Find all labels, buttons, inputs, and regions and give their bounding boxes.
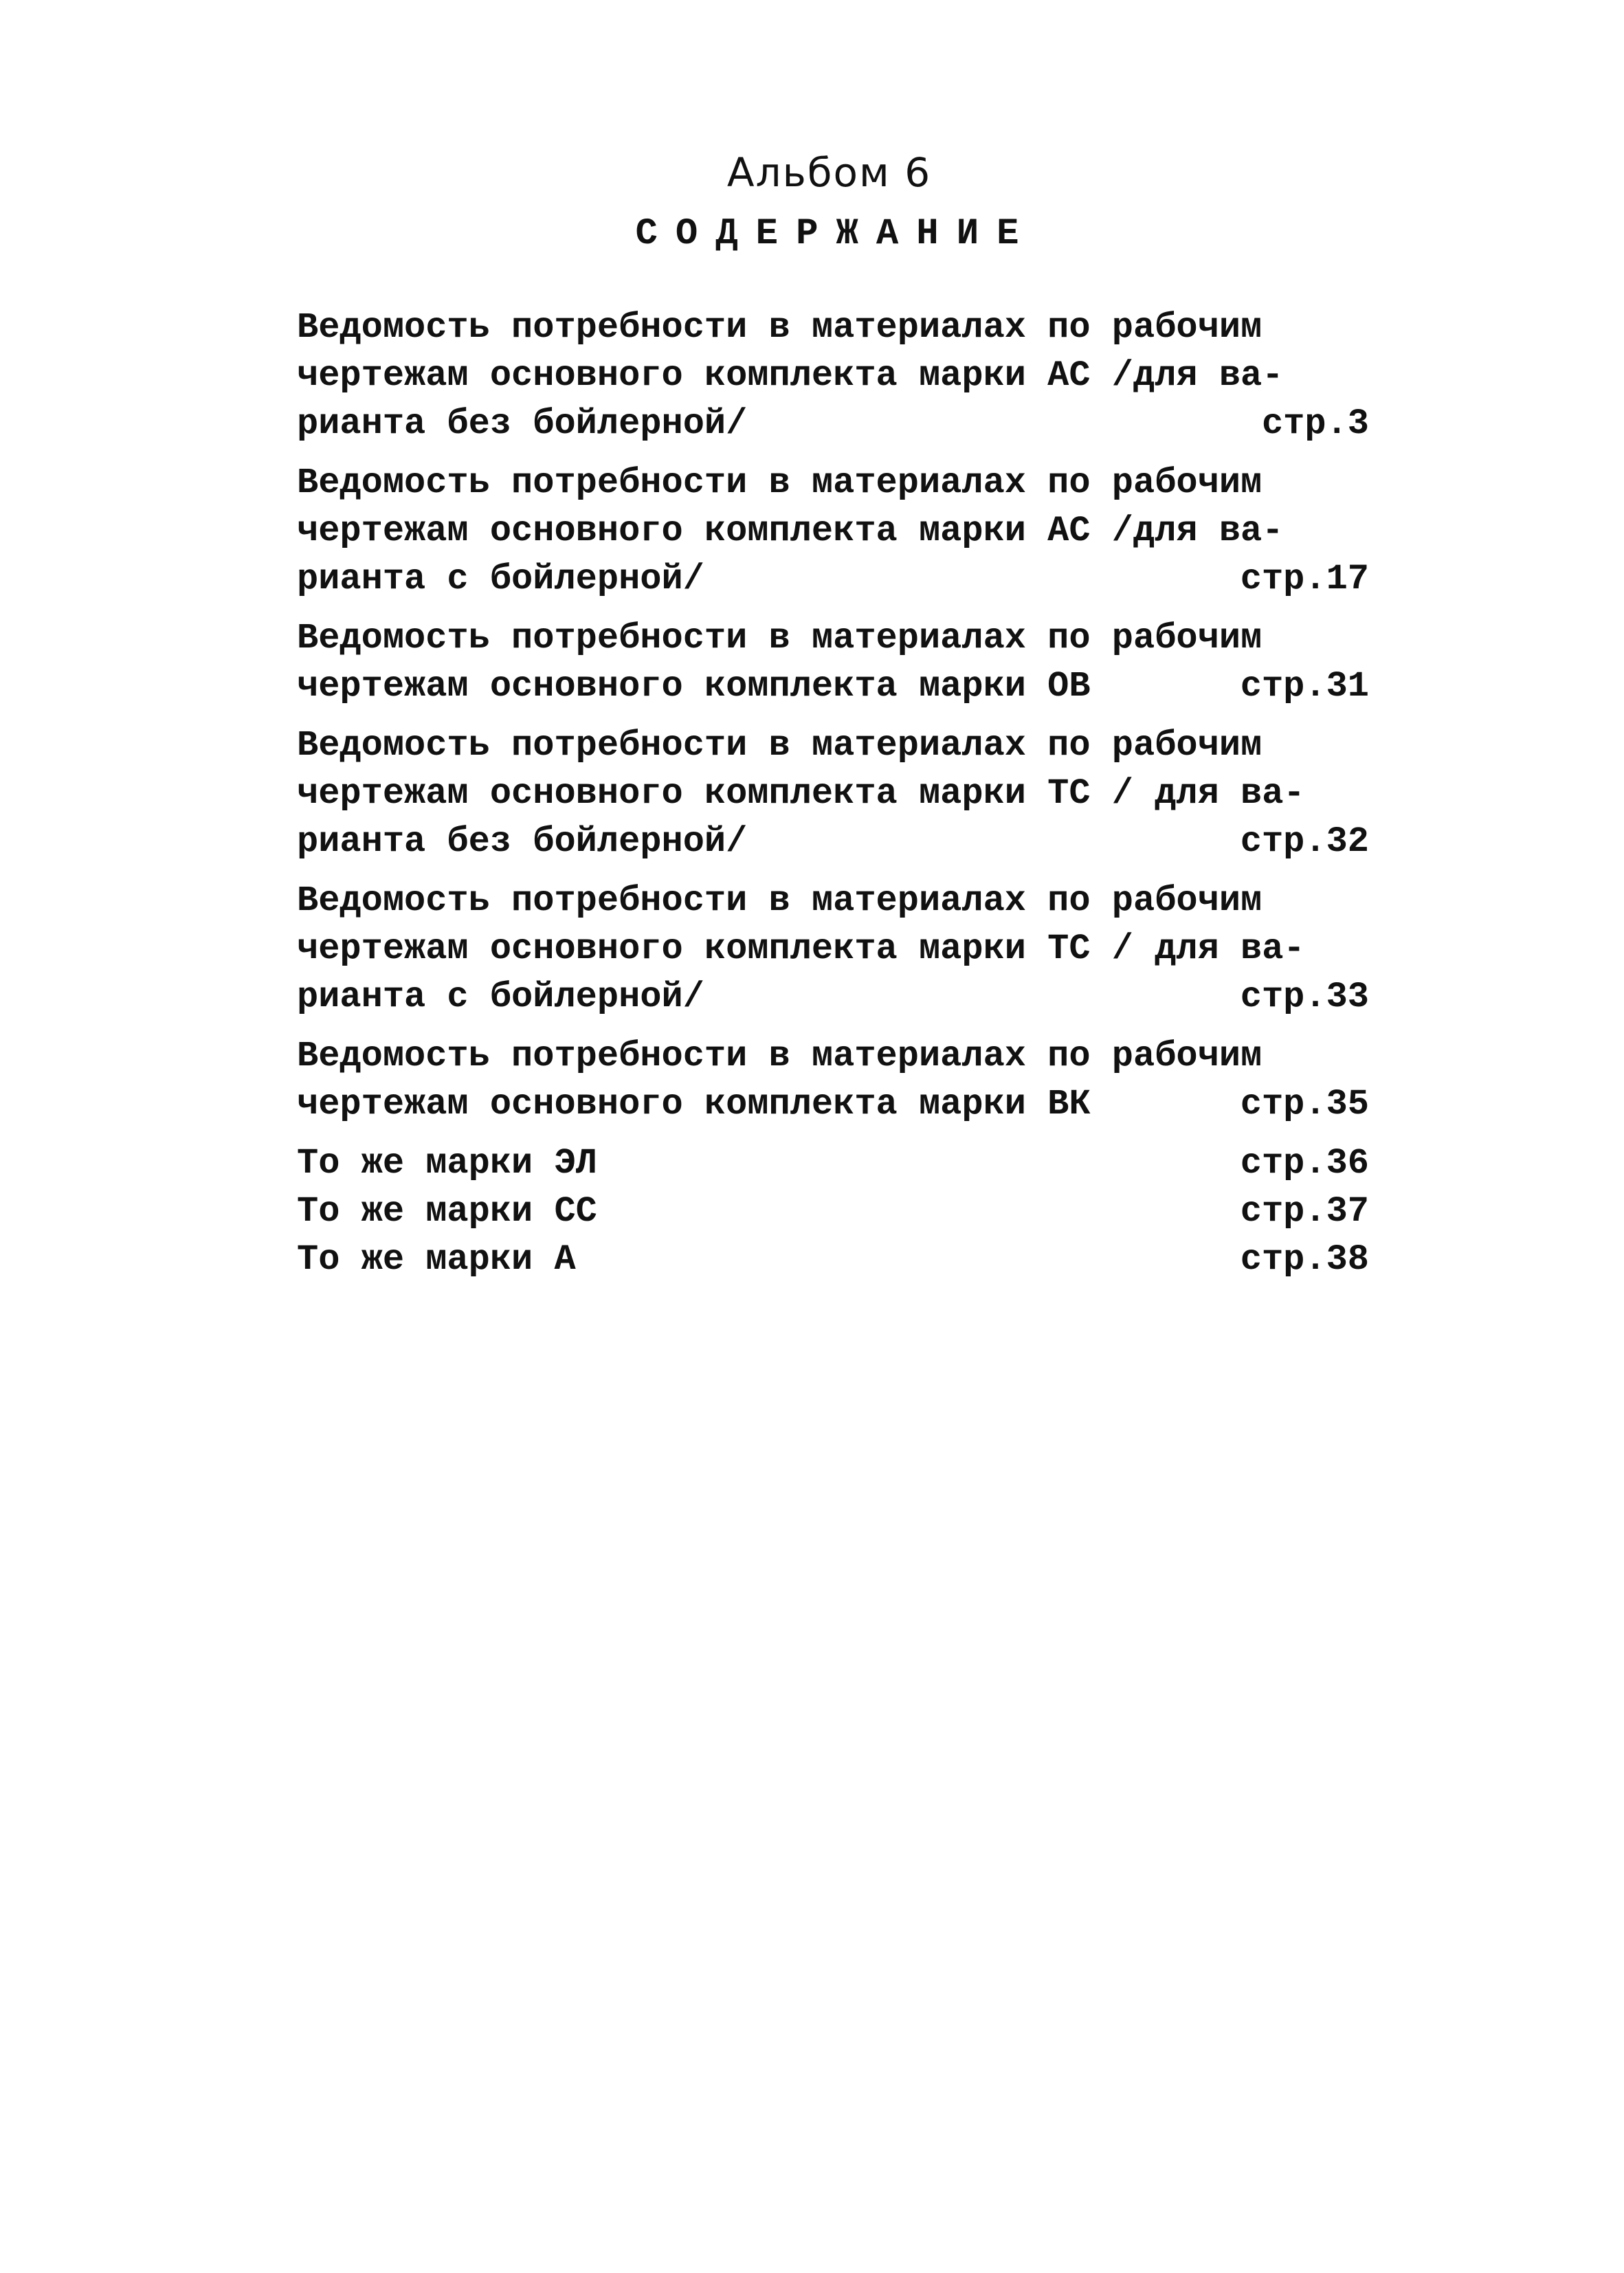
album-title: Альбом 6 xyxy=(726,149,932,196)
toc-page-ref: стр.31 xyxy=(1240,666,1369,707)
toc-page-ref: стр.38 xyxy=(1240,1239,1369,1280)
toc-entry xyxy=(297,1032,1369,1129)
toc-entry-line: То же марки ЭЛ xyxy=(297,1143,597,1184)
toc-entry xyxy=(297,1236,1369,1284)
toc-entry-line: рианта без бойлерной/ xyxy=(297,821,748,862)
toc-entry-line: Ведомость потребности в материалах по рабочим xyxy=(297,1036,1263,1076)
toc-page-ref: стр.3 xyxy=(1261,403,1369,444)
toc-entry-line: чертежам основного комплекта марки АС /для ва- xyxy=(297,355,1284,396)
toc-entry xyxy=(297,1140,1369,1188)
toc-entry xyxy=(297,877,1369,1021)
contents-heading: СОДЕРЖАНИЕ xyxy=(635,213,1037,255)
toc-page-ref: стр.36 xyxy=(1240,1143,1369,1184)
toc-entry-line: чертежам основного комплекта марки ТС / для ва- xyxy=(297,773,1305,814)
toc-entry-line: То же марки СС xyxy=(297,1191,597,1232)
toc-entry-line: чертежам основного комплекта марки ТС / для ва- xyxy=(297,929,1305,969)
toc-entry xyxy=(297,614,1369,711)
toc-page-ref: стр.32 xyxy=(1240,821,1369,862)
toc-page-ref: стр.37 xyxy=(1240,1191,1369,1232)
toc-entry-line: чертежам основного комплекта марки ВК xyxy=(297,1084,1091,1124)
toc-entry xyxy=(297,722,1369,866)
toc-entry-line: рианта без бойлерной/ xyxy=(297,403,748,444)
table-of-contents xyxy=(297,304,1369,1284)
toc-entry-line: рианта с бойлерной/ xyxy=(297,977,704,1017)
toc-entry-line: чертежам основного комплекта марки АС /для ва- xyxy=(297,511,1284,551)
toc-entry-line: рианта с бойлерной/ xyxy=(297,559,704,599)
toc-entry-line: То же марки А xyxy=(297,1239,576,1280)
toc-entry-line: Ведомость потребности в материалах по рабочим xyxy=(297,307,1263,348)
toc-entry-line: чертежам основного комплекта марки ОВ xyxy=(297,666,1091,707)
toc-entry xyxy=(297,304,1369,448)
toc-entry-line: Ведомость потребности в материалах по рабочим xyxy=(297,880,1263,921)
toc-page-ref: стр.17 xyxy=(1240,559,1369,599)
toc-page-ref: стр.35 xyxy=(1240,1084,1369,1124)
toc-entry-line: Ведомость потребности в материалах по рабочим xyxy=(297,725,1263,766)
toc-entry-line: Ведомость потребности в материалах по рабочим xyxy=(297,618,1263,658)
toc-entry-line: Ведомость потребности в материалах по рабочим xyxy=(297,463,1263,503)
toc-entry xyxy=(297,459,1369,603)
toc-entry xyxy=(297,1188,1369,1236)
toc-page-ref: стр.33 xyxy=(1240,977,1369,1017)
